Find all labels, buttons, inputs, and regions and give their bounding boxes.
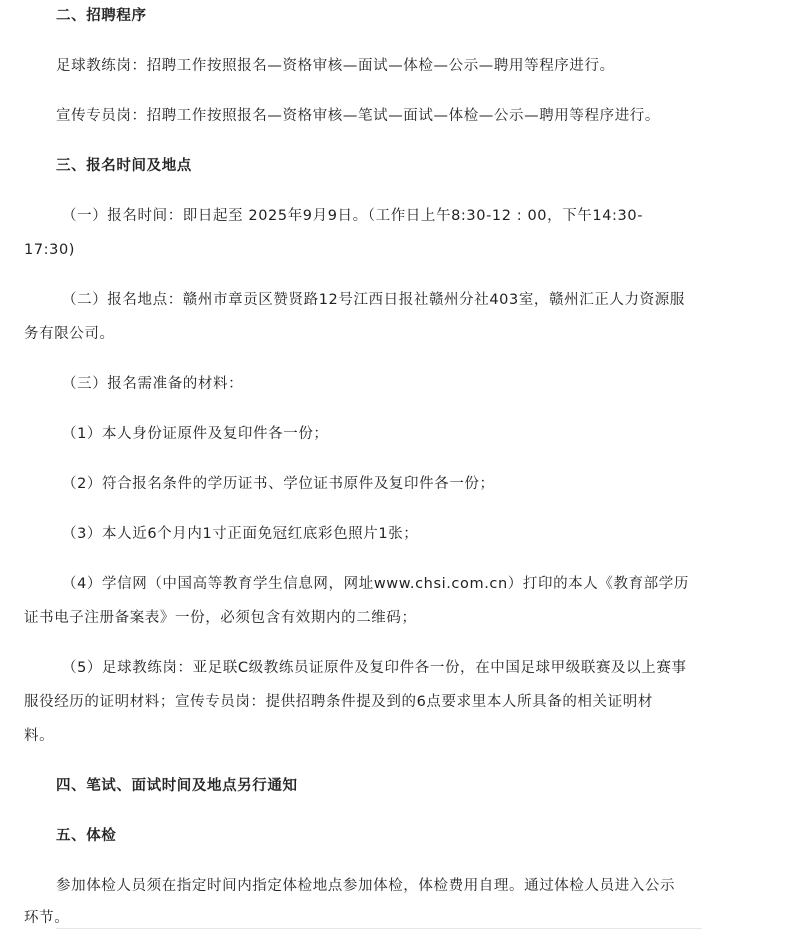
materials-item-1: （1）本人身份证原件及复印件各一份； [62, 426, 329, 442]
materials-item-4-line2: 证书电子注册备案表》一份，必须包含有效期内的二维码； [24, 610, 417, 626]
materials-item-2: （2）符合报名条件的学历证书、学位证书原件及复印件各一份； [62, 476, 495, 492]
procedure-football-coach: 足球教练岗：招聘工作按照报名—资格审核—面试—体检—公示—聘用等程序进行。 [56, 58, 615, 74]
registration-time-line1: （一）报名时间：即日起至 2025年9月9日。（工作日上午8:30-12 : 00，下午14:30- [62, 208, 644, 224]
materials-title: （三）报名需准备的材料： [62, 376, 244, 392]
materials-item-4-line1: （4）学信网（中国高等教育学生信息网，网址www.chsi.com.cn）打印的本人《教育部学历 [62, 576, 689, 592]
section-heading-medical-exam: 五、体检 [56, 828, 117, 844]
registration-time-line2: 17:30) [24, 242, 76, 258]
materials-item-5-line1: （5）足球教练岗：亚足联C级教练员证原件及复印件各一份，在中国足球甲级联赛及以上赛事 [62, 660, 687, 676]
bottom-divider [56, 928, 702, 929]
medical-exam-line1: 参加体检人员须在指定时间内指定体检地点参加体检，体检费用自理。通过体检人员进入公示 [56, 878, 676, 894]
section-heading-procedure: 二、招聘程序 [56, 8, 147, 24]
registration-place-line1: （二）报名地点：赣州市章贡区赞贤路12号江西日报社赣州分社403室，赣州汇正人力资源服 [62, 292, 685, 308]
section-heading-exam-notice: 四、笔试、面试时间及地点另行通知 [56, 778, 298, 794]
section-heading-registration: 三、报名时间及地点 [56, 158, 192, 174]
medical-exam-line2: 环节。 [24, 910, 70, 926]
materials-item-5-line2: 服役经历的证明材料；宣传专员岗：提供招聘条件提及到的6点要求里本人所具备的相关证明材 [24, 694, 653, 710]
procedure-publicity-specialist: 宣传专员岗：招聘工作按照报名—资格审核—笔试—面试—体检—公示—聘用等程序进行。 [56, 108, 660, 124]
registration-place-line2: 务有限公司。 [24, 326, 115, 342]
materials-item-5-line3: 料。 [24, 728, 55, 744]
materials-item-3: （3）本人近6个月内1寸正面免冠红底彩色照片1张； [62, 526, 419, 542]
